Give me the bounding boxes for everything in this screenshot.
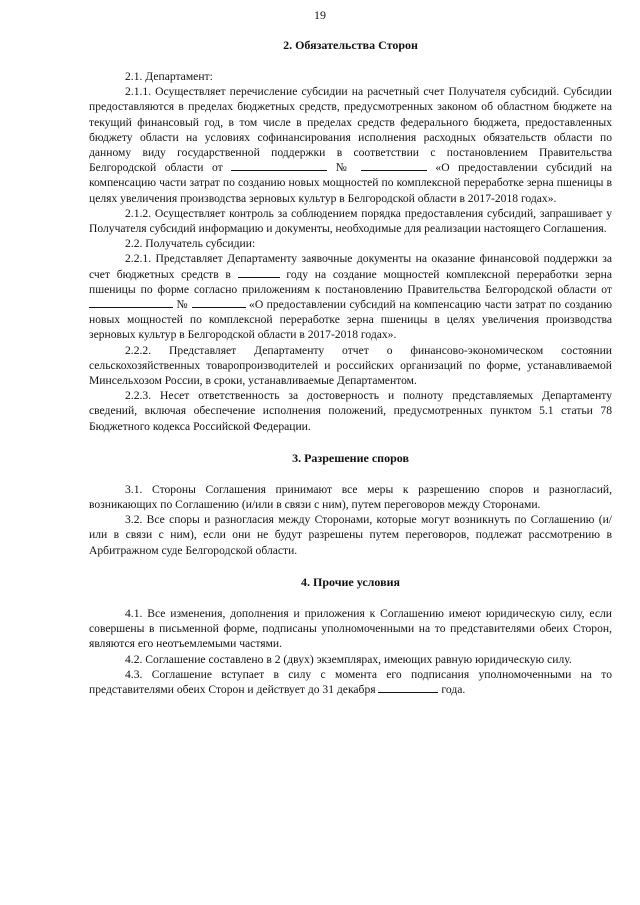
- paragraph-4-1: 4.1. Все изменения, дополнения и приложения к Соглашению имеют юридическую силу, если совершены в письменной форме, подписаны уполномоченными на то представителями обеих Сторон, являются его неотъемлемыми частями.: [89, 606, 612, 651]
- blank-date-field: [231, 160, 327, 171]
- paragraph-2-2: 2.2. Получатель субсидии:: [125, 237, 256, 251]
- document-body: [89, 37, 612, 697]
- number-sign: №: [335, 161, 353, 175]
- paragraph-4-3: [89, 667, 612, 697]
- paragraph-2-1-2: 2.1.2. Осуществляет контроль за соблюдением порядка предоставления субсидий, запрашивает у Получателя субсидий информацию и документы, необходимые для реализации настоящего Соглашения.: [89, 206, 612, 236]
- paragraph-text: «О предоставлении субсидий на компенсацию части затрат по созданию новых мощностей по комплексной переработке зерна пшеницы в целях увеличения производства зерновых культур в Белгородской области в 2017-2018 годах».: [89, 298, 612, 342]
- paragraph-4-2: 4.2. Соглашение составлено в 2 (двух) экземплярах, имеющих равную юридическую силу.: [125, 652, 572, 666]
- blank-date-field: [89, 297, 173, 308]
- paragraph-2-1-1: [89, 84, 612, 206]
- paragraph-2-2-3: 2.2.3. Несет ответственность за достоверность и полноту представляемых Департаменту сведений, включая обеспечение исполнения положений, предусмотренных пунктом 5.1 статьи 78 Бюджетного кодекса Российской Федерации.: [89, 389, 612, 433]
- section-obligations: [89, 37, 612, 434]
- blank-number-field: [192, 297, 246, 308]
- blank-year-field: [378, 682, 438, 693]
- paragraph-text: «О предоставлении субсидий на компенсацию части затрат по созданию новых мощностей по комплексной переработке зерна пшеницы в целях увеличения производства зерновых культур в Белгородской области в 2017-2018 годах».: [89, 161, 612, 205]
- section-other-conditions: [89, 574, 612, 697]
- paragraph-text: года.: [441, 682, 466, 696]
- number-sign: №: [176, 298, 189, 312]
- paragraph-2-2-1: [89, 251, 612, 342]
- paragraph-2-1: 2.1. Департамент:: [125, 70, 213, 83]
- section-disputes: [89, 450, 612, 558]
- paragraph-3-1: 3.1. Стороны Соглашения принимают все меры к разрешению споров и разногласий, возникающих по Соглашению (и/или в связи с ним), путем переговоров между Сторонами.: [89, 482, 612, 512]
- blank-number-field: [361, 160, 427, 171]
- section-heading: 4. Прочие условия: [301, 574, 400, 589]
- paragraph-text: году на создание мощностей комплексной переработки зерна пшеницы по форме согласно приложениям к постановлению Правительства Белгородской области от: [89, 267, 612, 296]
- section-heading: 2. Обязательства Сторон: [283, 38, 418, 52]
- paragraph-text: 2.2.1. Представляет Департаменту заявочные документы на оказание финансовой поддержки за счет бюджетных средств в: [89, 252, 612, 281]
- section-heading: 3. Разрешение споров: [292, 450, 409, 465]
- paragraph-3-2: 3.2. Все споры и разногласия между Сторонами, которые могут возникнуть по Соглашению (и/или в связи с ним), если они не будут разрешены путем переговоров, подлежат рассмотрению в Арбитражном суде Белгородской области.: [89, 513, 612, 557]
- paragraph-2-2-2: 2.2.2. Представляет Департаменту отчет о финансово-экономическом состоянии сельскохозяйственных товаропроизводителей и российских организаций по форме, устанавливаемой Минсельхозом России, в сроки, устанавливаемые Департаментом.: [89, 343, 612, 388]
- paragraph-text: 4.3. Соглашение вступает в силу с момента его подписания уполномоченными на то представителями обеих Сторон и действует до 31 декабря: [89, 667, 612, 696]
- blank-year-field: [238, 267, 280, 278]
- page-number: 19: [314, 8, 326, 22]
- paragraph-text: 2.1.1. Осуществляет перечисление субсидии на расчетный счет Получателя субсидий. Субсидии предоставляются в пределах бюджетных средств, предусмотренных законом об областном бюджете на текущий финансовый год, в том числе в пределах средств федерального бюджета, предоставленных бюджету области на условиях софинансирования исполнения расходных обязательств области по данному виду государственной поддержки в соответствии с постановлением Правительства Белгородской области от: [89, 85, 612, 175]
